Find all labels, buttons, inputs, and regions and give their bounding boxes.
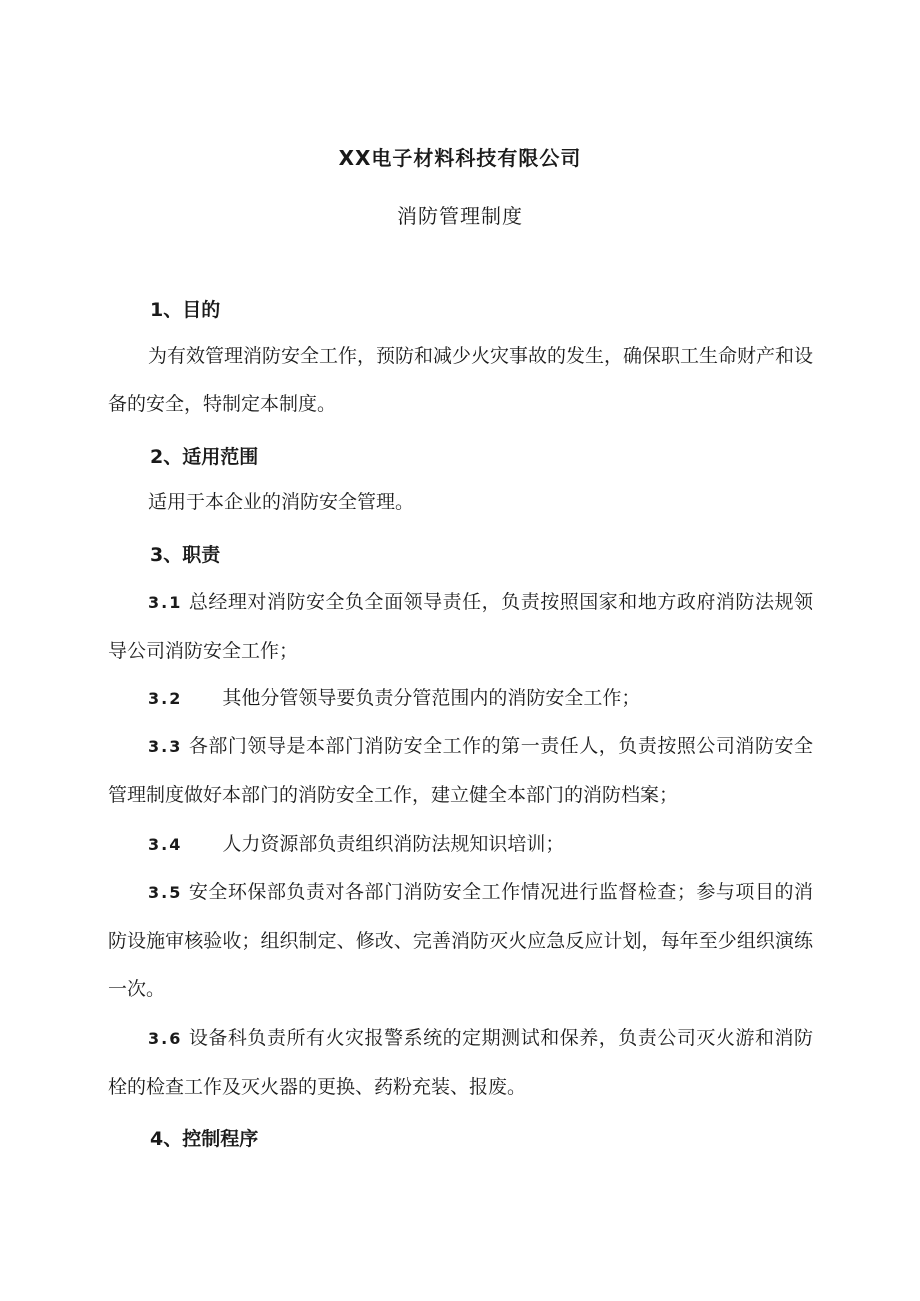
item-3-6 — [108, 1014, 813, 1111]
section-1-text: 为有效管理消防安全工作，预防和减少火灾事故的发生，确保职工生命财产和设备的安全，特制定本制度。 — [108, 345, 814, 415]
item-3-1 — [108, 578, 813, 675]
item-3-4-number: 3.4 — [148, 835, 183, 854]
item-3-1-number: 3.1 — [148, 593, 183, 612]
item-3-1-text: 总经理对消防安全负全面领导责任，负责按照国家和地方政府消防法规领导公司消防安全工作； — [108, 591, 813, 662]
item-3-4-text: 人力资源部负责组织消防法规知识培训； — [222, 833, 565, 855]
item-3-2-number: 3.2 — [148, 689, 183, 708]
item-3-6-text: 设备科负责所有火灾报警系统的定期测试和保养，负责公司灭火游和消防栓的检查工作及灭火器的更换、药粉充装、报废。 — [108, 1027, 813, 1098]
item-3-2 — [108, 674, 813, 723]
item-3-5-number: 3.5 — [148, 883, 183, 902]
section-3-heading: 3、职责 — [150, 544, 221, 566]
item-3-3 — [108, 722, 813, 819]
item-3-3-number: 3.3 — [148, 737, 183, 756]
section-1-heading: 1、目的 — [150, 299, 221, 321]
item-3-2-text: 其他分管领导要负责分管范围内的消防安全工作； — [222, 687, 641, 709]
item-3-5-text: 安全环保部负责对各部门消防安全工作情况进行监督检查；参与项目的消防设施审核验收；组织制定、修改、完善消防灭火应急反应计划，每年至少组织演练一次。 — [108, 881, 813, 1000]
section-4-heading: 4、控制程序 — [150, 1128, 259, 1150]
item-3-3-text: 各部门领导是本部门消防安全工作的第一责任人，负责按照公司消防安全管理制度做好本部门的消防安全工作，建立健全本部门的消防档案； — [108, 735, 813, 806]
section-2-heading: 2、适用范围 — [150, 446, 259, 468]
document-title: 消防管理制度 — [397, 204, 523, 228]
item-3-4 — [108, 820, 813, 869]
item-3-5 — [108, 868, 813, 1013]
company-name: XX电子材料科技有限公司 — [338, 146, 582, 170]
item-3-6-number: 3.6 — [148, 1029, 183, 1048]
section-2-text: 适用于本企业的消防安全管理。 — [148, 491, 415, 513]
